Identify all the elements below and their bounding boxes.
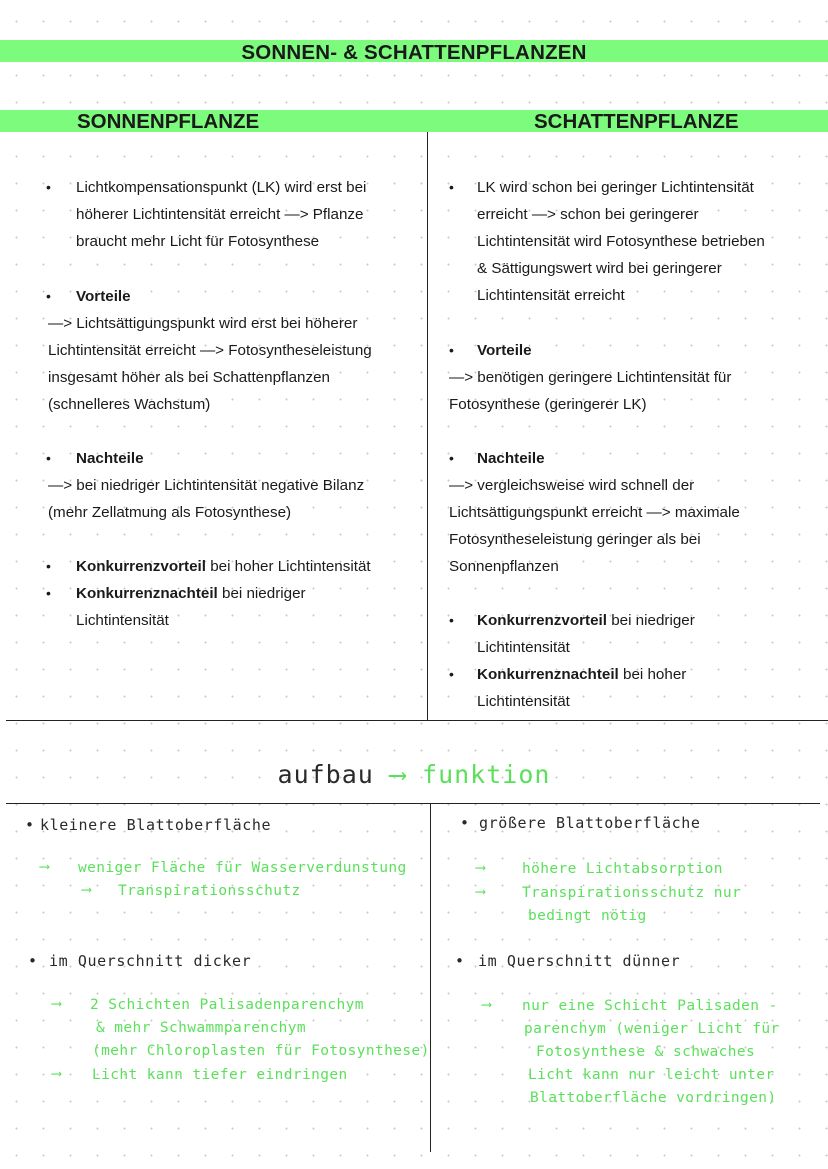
text-line: Lichtintensität bbox=[76, 612, 169, 629]
arrow-icon: ⟶ bbox=[40, 859, 50, 875]
arrow-icon: ⟶ bbox=[389, 760, 406, 789]
bullet-icon: • bbox=[46, 288, 51, 304]
text-line: (mehr Zellatmung als Fotosynthese) bbox=[48, 504, 292, 521]
bullet-icon: • bbox=[460, 814, 470, 832]
hand-right-p2a3: Fotosynthese & schwaches bbox=[536, 1044, 756, 1060]
bullet-icon: • bbox=[449, 612, 454, 628]
text-span: bei niedriger bbox=[217, 585, 306, 602]
shade-konkurrenzvorteil bbox=[477, 607, 695, 661]
text-line: LK wird schon bei geringer Lichtintensität bbox=[477, 179, 754, 196]
aufbau-funktion-subtitle bbox=[0, 760, 828, 789]
text-line: Lichtintensität wird Fotosynthese betrieben bbox=[477, 233, 765, 250]
text-line: —> Lichtsättigungspunkt wird erst bei höherer bbox=[48, 315, 358, 332]
sun-konkurrenzvorteil bbox=[76, 553, 371, 580]
text-line: Lichtintensität erreicht —> Fotosyntheseleistung bbox=[48, 342, 372, 359]
arrow-icon: ⟶ bbox=[52, 996, 62, 1012]
bullet-icon: • bbox=[449, 342, 454, 358]
text-line: Lichtintensität bbox=[477, 639, 570, 656]
bullet-icon: • bbox=[46, 179, 51, 195]
shade-nachteile-text bbox=[449, 472, 740, 580]
hand-right-point2: im Querschnitt dünner bbox=[478, 952, 681, 970]
arrow-icon: ⟶ bbox=[52, 1066, 62, 1082]
label-bold: Konkurrenzvorteil bbox=[76, 558, 206, 575]
hand-right-p1a: höhere Lichtabsorption bbox=[522, 861, 723, 877]
bullet-icon: • bbox=[28, 952, 38, 970]
hand-left-p1a: weniger Fläche für Wasserverdunstung bbox=[78, 860, 407, 876]
bullet-icon: • bbox=[25, 816, 35, 834]
sun-intro bbox=[76, 174, 366, 255]
hand-right-p2a5: Blattoberfläche vordringen) bbox=[530, 1090, 777, 1106]
shade-nachteile-label bbox=[477, 445, 545, 472]
text-line: & Sättigungswert wird bei geringerer bbox=[477, 260, 722, 277]
label-bold: Konkurrenznachteil bbox=[76, 585, 218, 602]
bullet-icon: • bbox=[46, 558, 51, 574]
bullet-icon: • bbox=[449, 179, 454, 195]
arrow-icon: ⟶ bbox=[476, 884, 486, 900]
text-line: Fotosynthese (geringerer LK) bbox=[449, 396, 647, 413]
shade-intro bbox=[477, 174, 765, 309]
text-span: bei hoher Lichtintensität bbox=[205, 558, 371, 575]
text-line: Lichtkompensationspunkt (LK) wird erst bei bbox=[76, 179, 367, 196]
hand-left-p2a2: & mehr Schwammparenchym bbox=[96, 1020, 306, 1036]
lower-table-top-rule bbox=[6, 803, 820, 804]
sun-konkurrenznachteil bbox=[76, 580, 306, 634]
hand-left-p2b: Licht kann tiefer eindringen bbox=[92, 1067, 348, 1083]
bullet-icon: • bbox=[449, 666, 454, 682]
bullet-icon: • bbox=[449, 450, 454, 466]
text-line: Lichtintensität bbox=[477, 693, 570, 710]
text-line: (schnelleres Wachstum) bbox=[48, 396, 211, 413]
text-line: Lichtintensität erreicht bbox=[477, 287, 625, 304]
label-bold: Konkurrenznachteil bbox=[477, 666, 619, 683]
text-line: —> vergleichsweise wird schnell der bbox=[449, 477, 695, 494]
text-line: höherer Lichtintensität erreicht —> Pflanze bbox=[76, 206, 364, 223]
upper-column-divider bbox=[427, 132, 428, 720]
sun-nachteile-label bbox=[76, 445, 144, 472]
text-line: braucht mehr Licht für Fotosynthese bbox=[76, 233, 320, 250]
hand-right-p2a2: parenchym (weniger Licht für bbox=[524, 1021, 780, 1037]
text-line: —> bei niedriger Lichtintensität negative Bilanz bbox=[48, 477, 365, 494]
hand-left-p2a3: (mehr Chloroplasten für Fotosynthese) bbox=[92, 1043, 430, 1059]
bullet-icon: • bbox=[455, 952, 465, 970]
text-line: Lichtsättigungspunkt erreicht —> maximale bbox=[449, 504, 740, 521]
label-bold: Konkurrenzvorteil bbox=[477, 612, 607, 629]
arrow-icon: ⟶ bbox=[482, 997, 492, 1013]
bullet-icon: • bbox=[46, 585, 51, 601]
hand-left-p2a1: 2 Schichten Palisadenparenchym bbox=[90, 997, 364, 1013]
text-span: bei niedriger bbox=[606, 612, 695, 629]
text-line: Fotosyntheseleistung geringer als bei bbox=[449, 531, 701, 548]
sun-vorteile-text bbox=[48, 310, 372, 418]
label-bold: Nachteile bbox=[477, 450, 545, 467]
text-line: Sonnenpflanzen bbox=[449, 558, 559, 575]
label-bold: Vorteile bbox=[76, 288, 131, 305]
text-span: bei hoher bbox=[618, 666, 687, 683]
text-line: insgesamt höher als bei Schattenpflanzen bbox=[48, 369, 330, 386]
arrow-icon: ⟶ bbox=[82, 882, 92, 898]
sun-vorteile-label bbox=[76, 283, 131, 310]
sun-plant-heading: SONNENPFLANZE bbox=[77, 110, 260, 133]
hand-left-p1b: Transpirationsschutz bbox=[118, 883, 301, 899]
shade-plant-heading: SCHATTENPFLANZE bbox=[534, 110, 739, 133]
shade-vorteile-text bbox=[449, 364, 731, 418]
hand-right-p1b1: Transpirationsschutz nur bbox=[522, 885, 742, 901]
label-bold: Vorteile bbox=[477, 342, 532, 359]
shade-vorteile-label bbox=[477, 337, 532, 364]
lower-column-divider bbox=[430, 804, 431, 1152]
text-line: —> benötigen geringere Lichtintensität für bbox=[449, 369, 732, 386]
hand-right-p2a4: Licht kann nur leicht unter bbox=[528, 1067, 775, 1083]
arrow-icon: ⟶ bbox=[476, 860, 486, 876]
shade-konkurrenznachteil bbox=[477, 661, 686, 715]
subtitle-aufbau: aufbau bbox=[277, 760, 374, 789]
subtitle-funktion: funktion bbox=[422, 760, 551, 789]
upper-table-bottom-rule bbox=[6, 720, 828, 721]
hand-left-point1: kleinere Blattoberfläche bbox=[40, 816, 272, 834]
page-title: SONNEN- & SCHATTENPFLANZEN bbox=[241, 41, 587, 64]
hand-left-point2: im Querschnitt dicker bbox=[49, 952, 252, 970]
label-bold: Nachteile bbox=[76, 450, 144, 467]
hand-right-p1b2: bedingt nötig bbox=[528, 908, 647, 924]
hand-right-point1: größere Blattoberfläche bbox=[479, 814, 701, 832]
text-line: erreicht —> schon bei geringerer bbox=[477, 206, 699, 223]
sun-nachteile-text bbox=[48, 472, 364, 526]
bullet-icon: • bbox=[46, 450, 51, 466]
hand-right-p2a1: nur eine Schicht Palisaden - bbox=[522, 998, 778, 1014]
